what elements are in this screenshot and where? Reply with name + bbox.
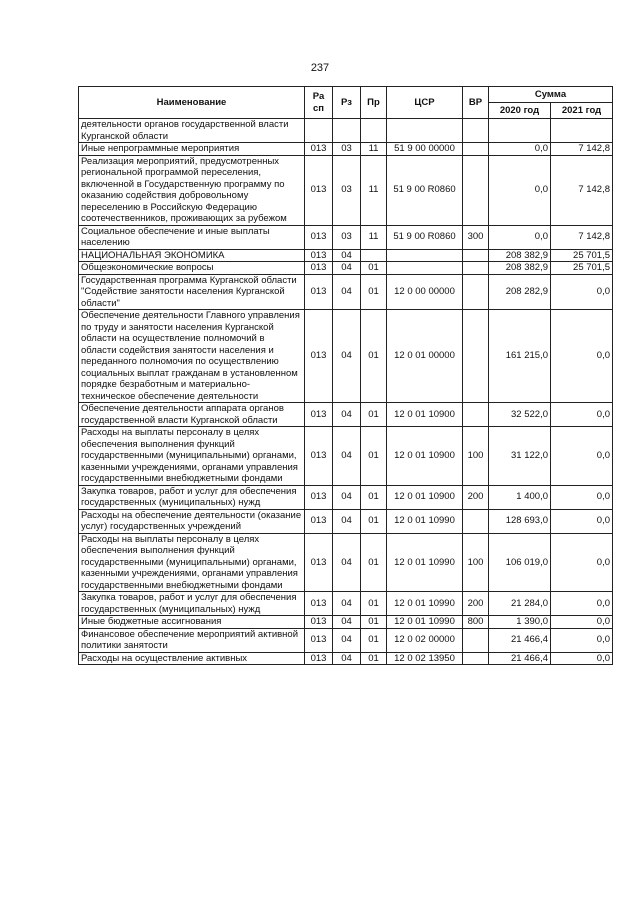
row-csr: 12 0 01 10900 (387, 427, 463, 486)
row-rz: 03 (333, 143, 361, 156)
row-pr: 01 (361, 485, 387, 509)
table-row (79, 262, 613, 275)
row-rz: 04 (333, 427, 361, 486)
row-csr: 51 9 00 00000 (387, 143, 463, 156)
row-sum-2021: 7 142,8 (551, 225, 613, 249)
row-vr: 300 (463, 225, 489, 249)
row-pr: 11 (361, 225, 387, 249)
row-vr (463, 403, 489, 427)
row-sum-2020: 21 466,4 (489, 628, 551, 652)
row-pr: 01 (361, 592, 387, 616)
row-rasp: 013 (305, 592, 333, 616)
row-pr: 01 (361, 403, 387, 427)
row-rasp: 013 (305, 143, 333, 156)
row-sum-2020: 0,0 (489, 143, 551, 156)
row-sum-2021: 0,0 (551, 509, 613, 533)
row-pr: 01 (361, 628, 387, 652)
row-sum-2021: 0,0 (551, 274, 613, 310)
row-csr: 12 0 01 00000 (387, 310, 463, 403)
row-csr: 51 9 00 R0860 (387, 155, 463, 225)
header-vr: ВР (463, 87, 489, 119)
row-rz: 04 (333, 310, 361, 403)
row-sum-2021: 25 701,5 (551, 249, 613, 262)
row-sum-2021: 0,0 (551, 310, 613, 403)
row-name: Реализация мероприятий, предусмотренных региональной программой переселения, включенной в Государственную программу по оказанию содействия добровольному переселению в Российскую Федерацию соотечественников, проживающих за рубежом (79, 155, 305, 225)
row-rz: 04 (333, 652, 361, 665)
row-csr: 12 0 01 10990 (387, 533, 463, 592)
row-sum-2020: 21 284,0 (489, 592, 551, 616)
row-rz: 04 (333, 274, 361, 310)
row-name: Общеэкономические вопросы (79, 262, 305, 275)
table-row (79, 249, 613, 262)
row-name: Иные бюджетные ассигнования (79, 616, 305, 629)
row-vr (463, 155, 489, 225)
row-sum-2020 (489, 119, 551, 143)
row-name: Государственная программа Курганской области "Содействие занятости населения Курганской области" (79, 274, 305, 310)
row-csr: 12 0 02 00000 (387, 628, 463, 652)
row-name: Расходы на выплаты персоналу в целях обеспечения выполнения функций государственными (муниципальными) органами, казенными учреждениями, органами управления государственными внебюджетными фондами (79, 533, 305, 592)
row-rz: 04 (333, 592, 361, 616)
row-sum-2021: 0,0 (551, 403, 613, 427)
row-name: Закупка товаров, работ и услуг для обеспечения государственных (муниципальных) нужд (79, 592, 305, 616)
row-csr: 12 0 01 10990 (387, 592, 463, 616)
row-rz (333, 119, 361, 143)
row-rasp: 013 (305, 155, 333, 225)
row-rz: 04 (333, 509, 361, 533)
table-row (79, 533, 613, 592)
row-vr (463, 652, 489, 665)
row-rz: 04 (333, 262, 361, 275)
header-pr: Пр (361, 87, 387, 119)
row-vr: 200 (463, 485, 489, 509)
table-row (79, 485, 613, 509)
row-pr (361, 249, 387, 262)
row-pr: 01 (361, 616, 387, 629)
row-vr (463, 310, 489, 403)
row-csr: 12 0 01 10900 (387, 403, 463, 427)
row-sum-2021: 0,0 (551, 628, 613, 652)
table-row (79, 225, 613, 249)
table-row (79, 274, 613, 310)
row-name: Обеспечение деятельности аппарата органов государственной власти Курганской области (79, 403, 305, 427)
row-vr (463, 509, 489, 533)
row-sum-2021: 7 142,8 (551, 155, 613, 225)
row-vr (463, 628, 489, 652)
row-rasp: 013 (305, 310, 333, 403)
row-pr: 11 (361, 155, 387, 225)
row-csr (387, 262, 463, 275)
table-row (79, 310, 613, 403)
row-sum-2020: 208 382,9 (489, 249, 551, 262)
row-vr (463, 119, 489, 143)
table-row (79, 155, 613, 225)
row-rasp: 013 (305, 652, 333, 665)
row-rz: 04 (333, 533, 361, 592)
row-name: Закупка товаров, работ и услуг для обеспечения государственных (муниципальных) нужд (79, 485, 305, 509)
table-row (79, 652, 613, 665)
row-rz: 04 (333, 616, 361, 629)
table-row (79, 509, 613, 533)
row-sum-2020: 0,0 (489, 155, 551, 225)
row-vr: 200 (463, 592, 489, 616)
row-sum-2020: 128 693,0 (489, 509, 551, 533)
table-row (79, 143, 613, 156)
table-row (79, 403, 613, 427)
row-sum-2020: 1 390,0 (489, 616, 551, 629)
row-name: Расходы на осуществление активных (79, 652, 305, 665)
row-rasp: 013 (305, 628, 333, 652)
row-csr: 12 0 01 10900 (387, 485, 463, 509)
row-sum-2020: 0,0 (489, 225, 551, 249)
row-sum-2021: 0,0 (551, 427, 613, 486)
row-vr: 800 (463, 616, 489, 629)
row-rz: 04 (333, 403, 361, 427)
row-rz: 04 (333, 249, 361, 262)
row-rz: 03 (333, 155, 361, 225)
row-name: Социальное обеспечение и иные выплаты населению (79, 225, 305, 249)
row-rasp (305, 119, 333, 143)
header-year-2021: 2021 год (551, 103, 613, 119)
row-sum-2020: 161 215,0 (489, 310, 551, 403)
row-pr (361, 119, 387, 143)
row-sum-2020: 1 400,0 (489, 485, 551, 509)
row-name: Расходы на выплаты персоналу в целях обеспечения выполнения функций государственными (муниципальными) органами, казенными учреждениями, органами управления государственными внебюджетными фондами (79, 427, 305, 486)
table-row (79, 427, 613, 486)
row-rasp: 013 (305, 274, 333, 310)
row-rz: 04 (333, 628, 361, 652)
row-sum-2020: 32 522,0 (489, 403, 551, 427)
row-sum-2020: 21 466,4 (489, 652, 551, 665)
row-rasp: 013 (305, 249, 333, 262)
row-vr (463, 262, 489, 275)
header-sum: Сумма (489, 87, 613, 103)
row-csr: 12 0 01 10990 (387, 616, 463, 629)
table-row (79, 628, 613, 652)
row-vr: 100 (463, 533, 489, 592)
table-row (79, 616, 613, 629)
row-rasp: 013 (305, 403, 333, 427)
row-rasp: 013 (305, 427, 333, 486)
row-rasp: 013 (305, 485, 333, 509)
table-row (79, 119, 613, 143)
row-pr: 11 (361, 143, 387, 156)
row-csr: 51 9 00 R0860 (387, 225, 463, 249)
row-rasp: 013 (305, 533, 333, 592)
table-body (79, 119, 613, 665)
header-name: Наименование (79, 87, 305, 119)
row-sum-2020: 106 019,0 (489, 533, 551, 592)
row-sum-2021: 0,0 (551, 592, 613, 616)
row-pr: 01 (361, 262, 387, 275)
page-number: 237 (310, 62, 330, 74)
row-name: Расходы на обеспечение деятельности (оказание услуг) государственных учреждений (79, 509, 305, 533)
row-name: деятельности органов государственной власти Курганской области (79, 119, 305, 143)
row-sum-2020: 31 122,0 (489, 427, 551, 486)
header-rz: Рз (333, 87, 361, 119)
row-rasp: 013 (305, 509, 333, 533)
row-rasp: 013 (305, 225, 333, 249)
row-rasp: 013 (305, 262, 333, 275)
row-vr: 100 (463, 427, 489, 486)
row-pr: 01 (361, 427, 387, 486)
row-sum-2021 (551, 119, 613, 143)
row-csr (387, 119, 463, 143)
row-rz: 04 (333, 485, 361, 509)
row-name: Финансовое обеспечение мероприятий активной политики занятости (79, 628, 305, 652)
row-sum-2021: 0,0 (551, 652, 613, 665)
row-pr: 01 (361, 533, 387, 592)
row-rz: 03 (333, 225, 361, 249)
row-pr: 01 (361, 310, 387, 403)
row-pr: 01 (361, 274, 387, 310)
row-sum-2020: 208 382,9 (489, 262, 551, 275)
row-vr (463, 249, 489, 262)
row-rasp: 013 (305, 616, 333, 629)
header-rasp: Ра сп (305, 87, 333, 119)
header-csr: ЦСР (387, 87, 463, 119)
header-year-2020: 2020 год (489, 103, 551, 119)
row-csr: 12 0 02 13950 (387, 652, 463, 665)
row-sum-2021: 0,0 (551, 616, 613, 629)
row-csr: 12 0 01 10990 (387, 509, 463, 533)
row-sum-2020: 208 282,9 (489, 274, 551, 310)
budget-table (78, 86, 613, 665)
table-row (79, 592, 613, 616)
row-sum-2021: 25 701,5 (551, 262, 613, 275)
row-pr: 01 (361, 509, 387, 533)
row-vr (463, 274, 489, 310)
row-name: НАЦИОНАЛЬНАЯ ЭКОНОМИКА (79, 249, 305, 262)
row-sum-2021: 0,0 (551, 485, 613, 509)
row-name: Иные непрограммные мероприятия (79, 143, 305, 156)
row-sum-2021: 7 142,8 (551, 143, 613, 156)
row-csr: 12 0 00 00000 (387, 274, 463, 310)
row-csr (387, 249, 463, 262)
row-vr (463, 143, 489, 156)
row-name: Обеспечение деятельности Главного управления по труду и занятости населения Курганской области на осуществление полномочий в области содействия занятости населения и переданного полномочия по осуществлению социальных выплат гражданам в установленном порядке безработным и материально-техническое обеспечение деятельности (79, 310, 305, 403)
row-pr: 01 (361, 652, 387, 665)
row-sum-2021: 0,0 (551, 533, 613, 592)
